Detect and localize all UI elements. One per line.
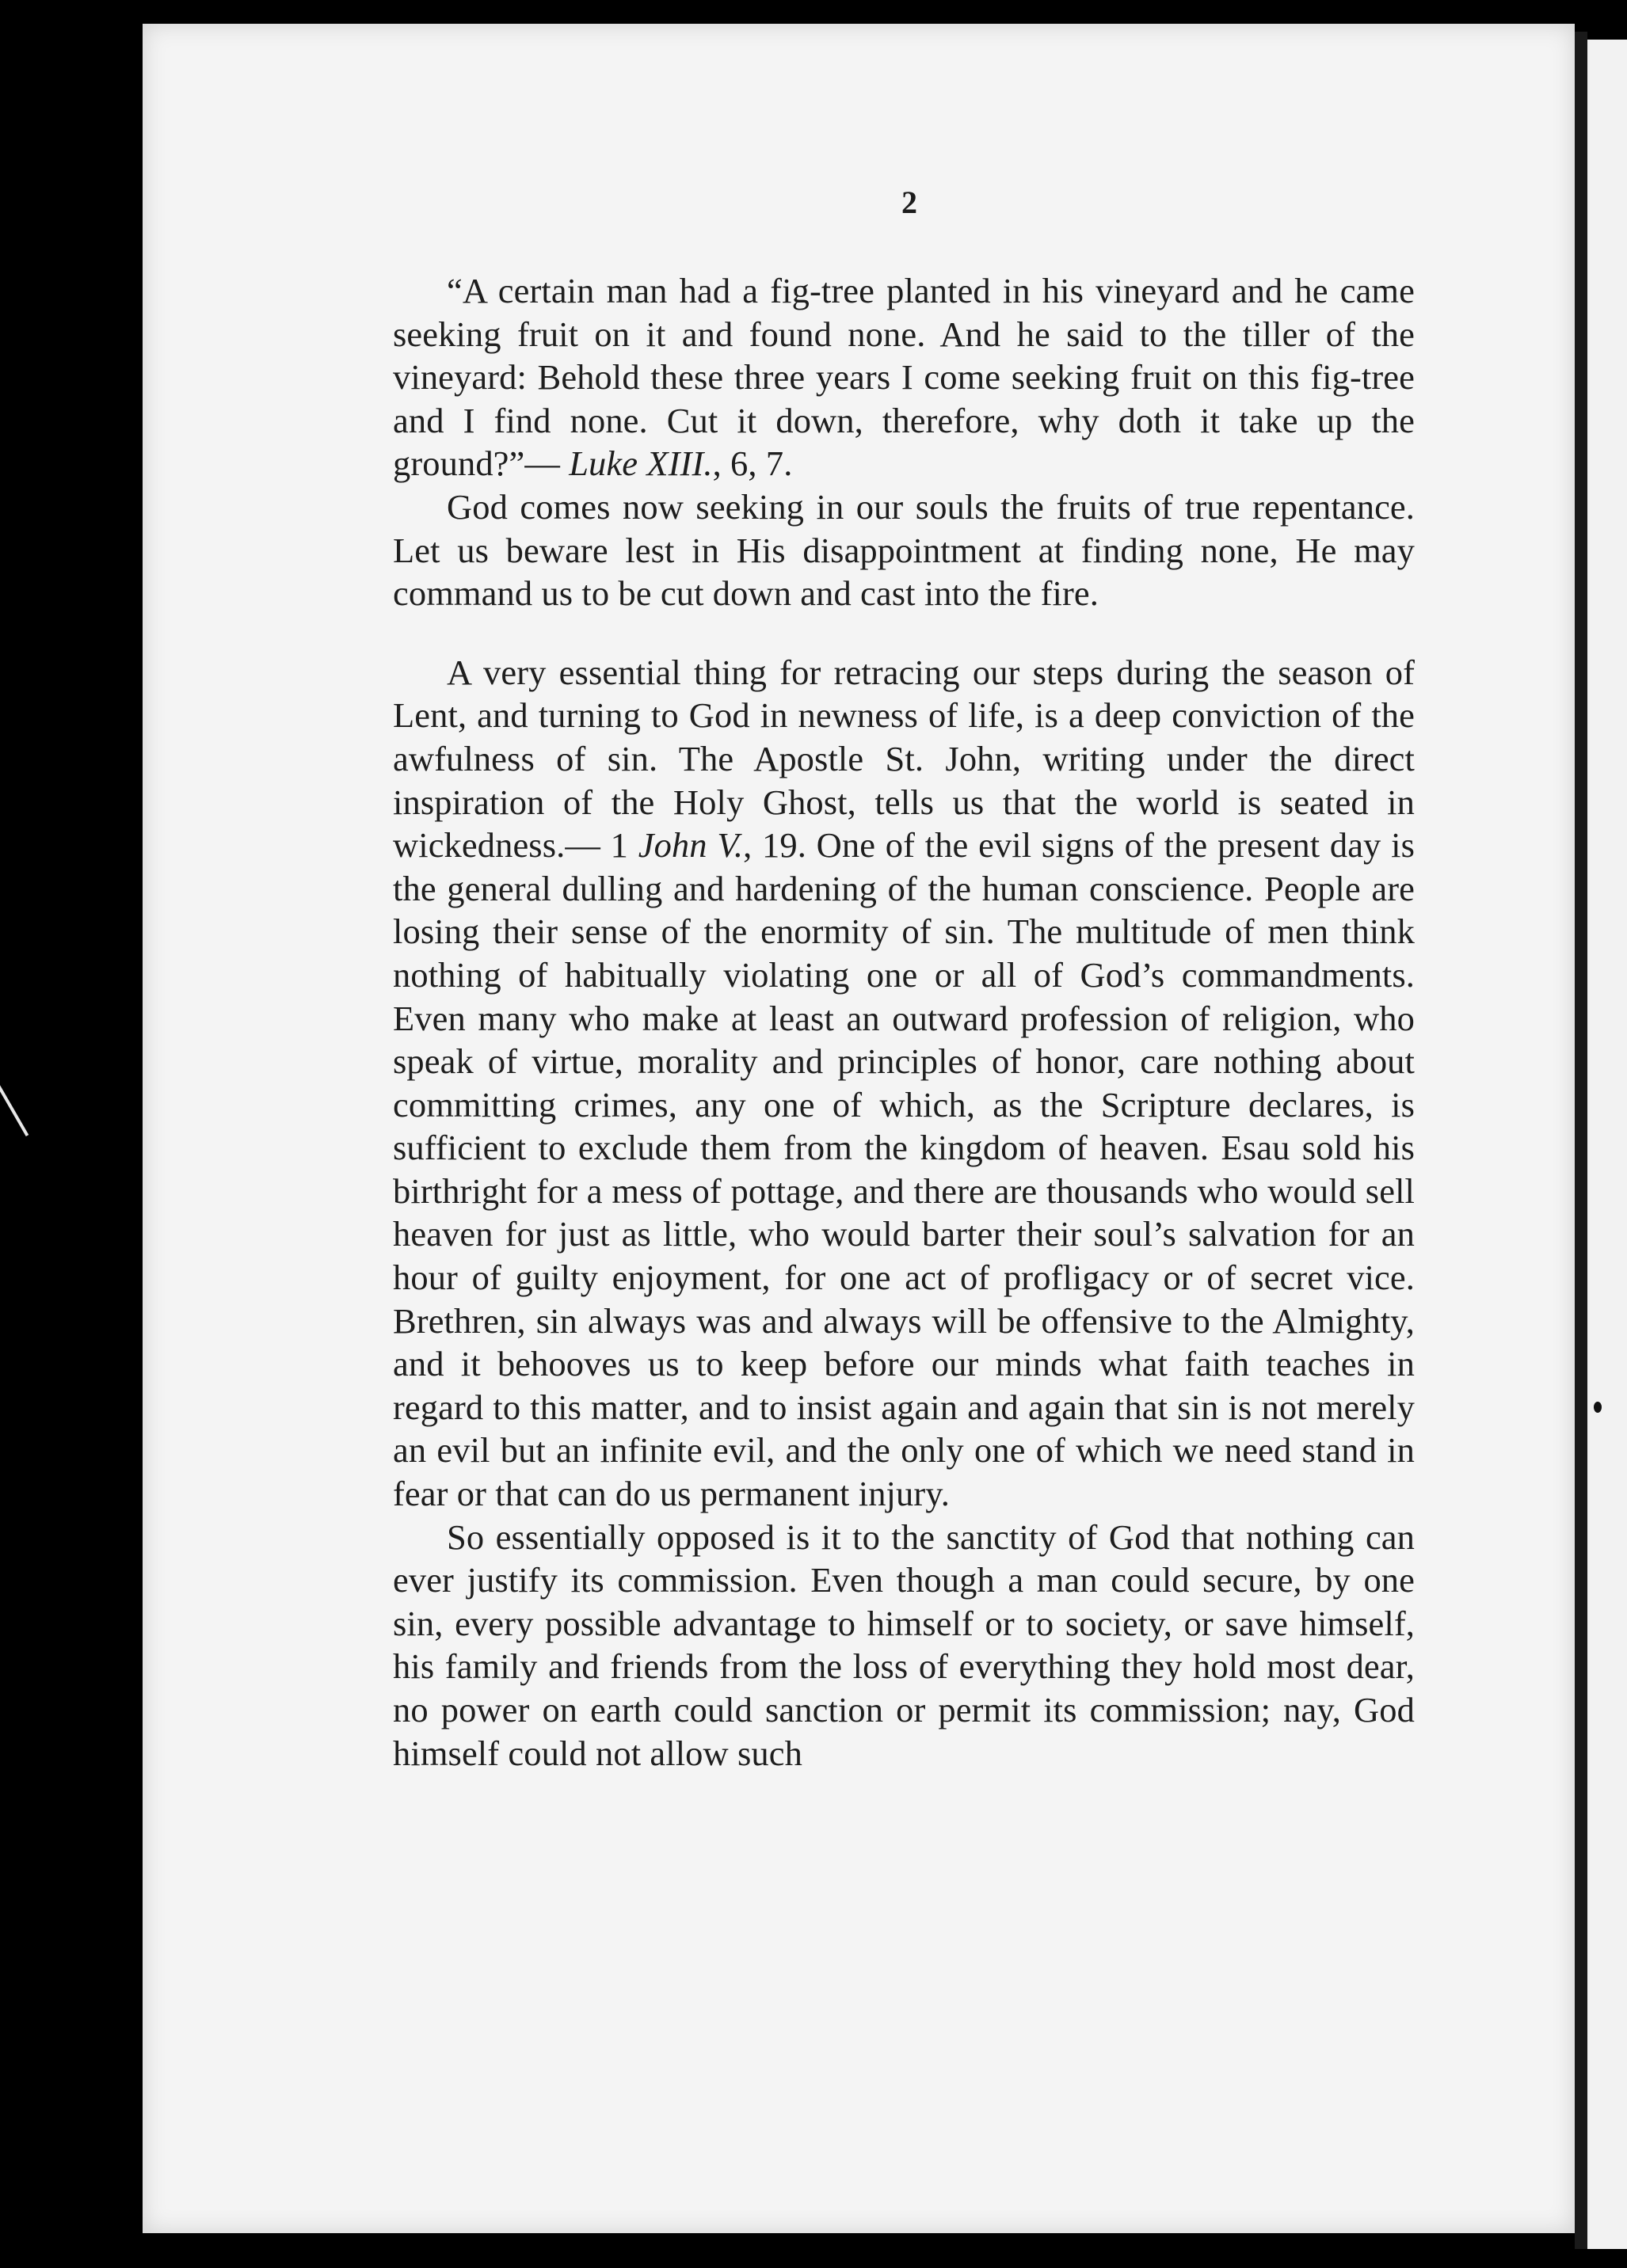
- paragraph-conviction-of-sin: [393, 651, 1415, 1516]
- quote-text: “A certain man had a fig-tree planted in his vineyard and he came seeking fruit on it and found none. And he said to the tiller of the vineyard: Behold these three years I come seeking fruit on this fig-tree and I find none. Cut it down, therefore, why doth it take up the ground?”—: [393, 271, 1415, 484]
- paragraph-repentance: God comes now seeking in our souls the fruits of true repentance. Let us beware lest in His disappointment at finding none, He may command us to be cut down and cast into the fire.: [393, 486, 1415, 614]
- scan-artifact-dot: [1594, 1402, 1602, 1413]
- page-gutter: [1575, 32, 1587, 2249]
- paragraph-text-start: A very essential thing for retracing our steps during the season of Lent, and turning to God in newness of life, is a deep conviction of the awfulness of sin. The Apostle St. John, writing under the direct inspiration of the Holy Ghost, tells us that the world is seated in wickedness.— 1: [393, 652, 1415, 866]
- reference-verses: , 6, 7.: [712, 443, 793, 484]
- adjacent-page-edge: [1587, 40, 1627, 2249]
- scripture-reference: Luke XIII.: [569, 443, 713, 484]
- paragraph-sanctity-of-god: So essentially opposed is it to the sanctity of God that nothing can ever justify its commission. Even though a man could secure, by one sin, every possible advantage to himself or to society, or save himself, his family and friends from the loss of everything they hold most dear, no power on earth could sanction or permit its commission; nay, God himself could not allow such: [393, 1516, 1415, 1773]
- page-number: 2: [901, 185, 917, 220]
- scripture-reference: John V.: [638, 825, 744, 866]
- body-text: [393, 269, 1415, 1775]
- paragraph-text-rest: , 19. One of the evil signs of the present day is the general dulling and hardening of the human conscience. People are losing their sense of the enormity of sin. The multitude of men think nothing of habitually violating one or all of God’s commandments. Even many who make at least an outward profession of religion, who speak of virtue, morality and principles of honor, care nothing about committing crimes, any one of which, as the Scripture declares, is sufficient to exclude them from the kingdom of heaven. Esau sold his birthright for a mess of pottage, and there are thousands who would sell heaven for just as little, who would barter their soul’s salvation for an hour of guilty enjoyment, for one act of profligacy or of secret vice. Brethren, sin always was and always will be offensive to the Almighty, and it behooves us to keep before our minds what faith teaches in regard to this matter, and to insist again and again that sin is not merely an evil but an infinite evil, and the only one of which we need stand in fear or that can do us permanent injury.: [393, 825, 1415, 1514]
- paragraph-scripture-quote: [393, 269, 1415, 485]
